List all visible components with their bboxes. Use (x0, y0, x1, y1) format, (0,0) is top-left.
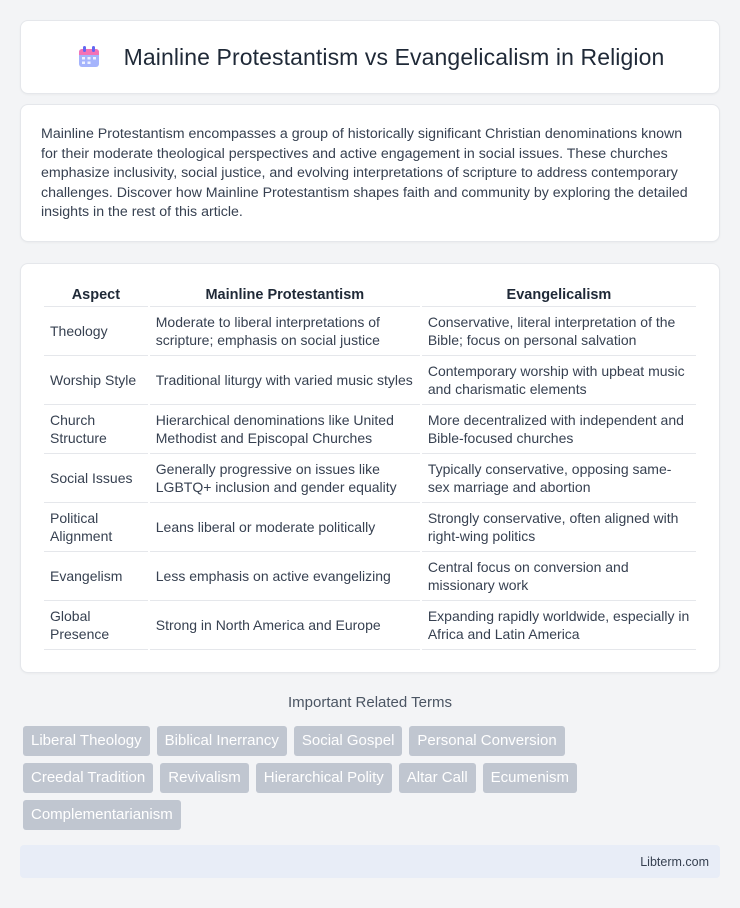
row-evangelical: Expanding rapidly worldwide, especially in Africa and Latin America (422, 601, 696, 650)
tag-social-gospel[interactable]: Social Gospel (294, 726, 403, 756)
comparison-table-card (20, 263, 720, 673)
intro-card (20, 104, 720, 242)
row-evangelical: More decentralized with independent and Bible-focused churches (422, 405, 696, 454)
table-row (44, 552, 696, 601)
footer-site-link[interactable]: Libterm.com (640, 854, 709, 869)
table-row (44, 307, 696, 356)
tag-row (23, 763, 723, 793)
header-mainline: Mainline Protestantism (150, 284, 420, 307)
header-card (20, 20, 720, 94)
row-evangelical: Typically conservative, opposing same-sex marriage and abortion (422, 454, 696, 503)
row-mainline: Less emphasis on active evangelizing (150, 552, 420, 601)
table-row (44, 454, 696, 503)
tag-altar-call[interactable]: Altar Call (399, 763, 476, 793)
row-evangelical: Conservative, literal interpretation of the Bible; focus on personal salvation (422, 307, 696, 356)
row-aspect: Theology (44, 307, 148, 356)
tag-creedal-tradition[interactable]: Creedal Tradition (23, 763, 153, 793)
tag-hierarchical-polity[interactable]: Hierarchical Polity (256, 763, 392, 793)
row-aspect: Global Presence (44, 601, 148, 650)
row-evangelical: Contemporary worship with upbeat music and charismatic elements (422, 356, 696, 405)
tag-personal-conversion[interactable]: Personal Conversion (409, 726, 564, 756)
row-evangelical: Strongly conservative, often aligned with right-wing politics (422, 503, 696, 552)
tag-ecumenism[interactable]: Ecumenism (483, 763, 577, 793)
tag-complementarianism[interactable]: Complementarianism (23, 800, 181, 830)
tag-revivalism[interactable]: Revivalism (160, 763, 249, 793)
table-header-row (44, 284, 696, 307)
row-aspect: Evangelism (44, 552, 148, 601)
row-mainline: Hierarchical denominations like United Methodist and Episcopal Churches (150, 405, 420, 454)
row-aspect: Worship Style (44, 356, 148, 405)
table-row (44, 503, 696, 552)
intro-text: Mainline Protestantism encompasses a group of historically significant Christian denominations known for their moderate theological perspectives and active engagement in social issues. These churches emphasize inclusivity, social justice, and evolving interpretations of scripture to address contemporary challenges. Discover how Mainline Protestantism shapes faith and community by exploring the detailed insights in the rest of this article. (41, 126, 688, 221)
row-aspect: Social Issues (44, 454, 148, 503)
table-row (44, 356, 696, 405)
row-mainline: Traditional liturgy with varied music styles (150, 356, 420, 405)
table-row (44, 601, 696, 650)
tag-row (23, 800, 723, 830)
tag-liberal-theology[interactable]: Liberal Theology (23, 726, 150, 756)
related-terms-title: Important Related Terms (288, 694, 452, 711)
row-mainline: Moderate to liberal interpretations of scripture; emphasis on social justice (150, 307, 420, 356)
footer (20, 845, 720, 878)
row-mainline: Strong in North America and Europe (150, 601, 420, 650)
row-aspect: Church Structure (44, 405, 148, 454)
row-mainline: Leans liberal or moderate politically (150, 503, 420, 552)
tag-row (23, 726, 723, 756)
row-evangelical: Central focus on conversion and missionary work (422, 552, 696, 601)
header-evangelicalism: Evangelicalism (422, 284, 696, 307)
row-mainline: Generally progressive on issues like LGBTQ+ inclusion and gender equality (150, 454, 420, 503)
header-aspect: Aspect (44, 284, 148, 307)
table-row (44, 405, 696, 454)
tag-biblical-inerrancy[interactable]: Biblical Inerrancy (157, 726, 287, 756)
related-terms-list (23, 726, 723, 837)
page-title: Mainline Protestantism vs Evangelicalism in Religion (123, 43, 665, 70)
row-aspect: Political Alignment (44, 503, 148, 552)
comparison-table (42, 284, 698, 650)
calendar-icon (76, 44, 102, 70)
